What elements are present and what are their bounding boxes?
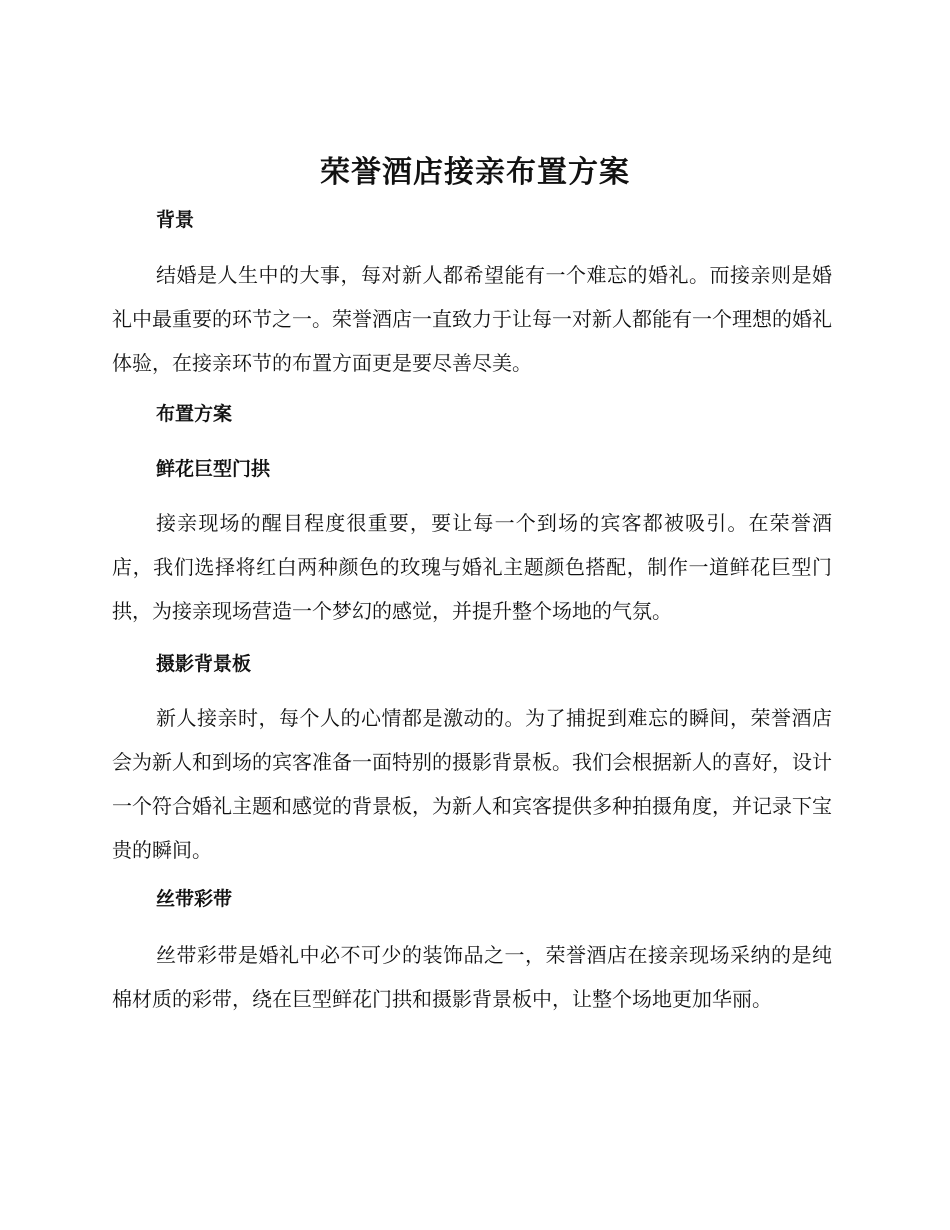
section-heading-photo-backdrop: 摄影背景板 bbox=[156, 653, 252, 675]
page-title: 荣誉酒店接亲布置方案 bbox=[320, 155, 630, 190]
section-heading-background: 背景 bbox=[156, 209, 195, 231]
paragraph-flower-arch: 接亲现场的醒目程度很重要，要让每一个到场的宾客都被吸引。在荣誉酒店，我们选择将红白两种颜色的玫瑰与婚礼主题颜色搭配，制作一道鲜花巨型门拱，为接亲现场营造一个梦幻的感觉，并提升整个场地的气氛。 bbox=[112, 511, 832, 623]
section-heading-plan: 布置方案 bbox=[156, 403, 233, 425]
paragraph-photo-backdrop: 新人接亲时，每个人的心情都是激动的。为了捕捉到难忘的瞬间，荣誉酒店会为新人和到场的宾客准备一面特别的摄影背景板。我们会根据新人的喜好，设计一个符合婚礼主题和感觉的背景板，为新人和宾客提供多种拍摄角度，并记录下宝贵的瞬间。 bbox=[112, 706, 832, 862]
section-heading-flower-arch: 鲜花巨型门拱 bbox=[156, 458, 271, 480]
paragraph-ribbon: 丝带彩带是婚礼中必不可少的装饰品之一，荣誉酒店在接亲现场采纳的是纯棉材质的彩带，绕在巨型鲜花门拱和摄影背景板中，让整个场地更加华丽。 bbox=[112, 943, 832, 1011]
paragraph-background: 结婚是人生中的大事，每对新人都希望能有一个难忘的婚礼。而接亲则是婚礼中最重要的环节之一。荣誉酒店一直致力于让每一对新人都能有一个理想的婚礼体验，在接亲环节的布置方面更是要尽善尽美。 bbox=[112, 263, 832, 375]
section-heading-ribbon: 丝带彩带 bbox=[156, 888, 233, 910]
